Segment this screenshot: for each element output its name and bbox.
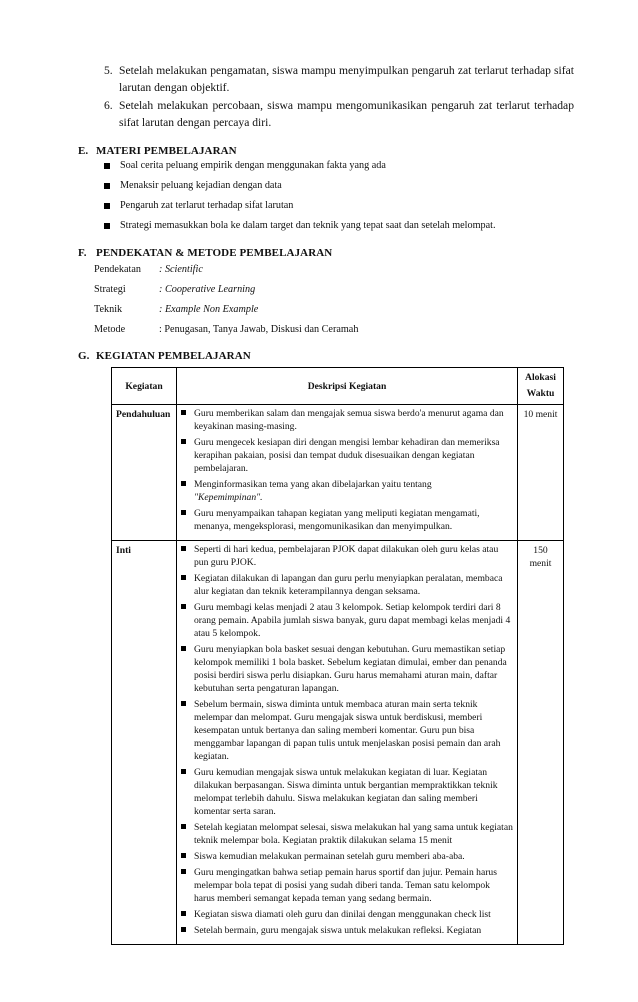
list-item: Guru mengecek kesiapan diri dengan mengisi lembar kehadiran dan memeriksa kerapihan pakaian, posisi dan tempat duduk disesuaikan dengan kegiatan pembelajaran. (181, 436, 513, 475)
list-item: Guru menyampaikan tahapan kegiatan yang meliputi kegiatan mengamati, menanya, mengeksplorasi, mengomunikasikan dan menyimpulkan. (181, 507, 513, 533)
table-row (112, 405, 564, 541)
section-title: KEGIATAN PEMBELAJARAN (96, 350, 251, 362)
phase-label: Pendahuluan (112, 405, 177, 541)
square-bullet-icon (104, 163, 110, 169)
method-row: Metode : Penugasan, Tanya Jawab, Diskusi dan Ceramah (94, 324, 359, 335)
tujuan-number: 5. (104, 64, 113, 77)
tujuan-number: 6. (104, 99, 113, 112)
tujuan-item (104, 97, 574, 131)
square-bullet-icon (104, 223, 110, 229)
header-deskripsi: Deskripsi Kegiatan (177, 368, 518, 405)
square-bullet-icon (181, 510, 186, 515)
square-bullet-icon (181, 769, 186, 774)
square-bullet-icon (181, 646, 186, 651)
phase-description (177, 405, 518, 541)
square-bullet-icon (181, 911, 186, 916)
tujuan-list (104, 62, 574, 132)
list-item: Setelah kegiatan melompat selesai, siswa melakukan hal yang sama untuk kegiatan teknik melempar bola. Kegiatan praktik dilakukan selama 15 menit (181, 821, 513, 847)
list-item: Strategi memasukkan bola ke dalam target dan teknik yang tepat saat dan setelah melompat. (104, 220, 574, 240)
list-item: Guru mengingatkan bahwa setiap pemain harus sportif dan jujur. Pemain harus melempar bola tepat di posisi yang sudah diberi tanda. Teman satu kelompok harus memberi semangat kepada teman yang sedang bermain. (181, 866, 513, 905)
square-bullet-icon (181, 481, 186, 486)
list-item: Setelah bermain, guru mengajak siswa untuk melakukan refleksi. Kegiatan (181, 924, 513, 937)
square-bullet-icon (181, 575, 186, 580)
section-title: MATERI PEMBELAJARAN (96, 145, 237, 157)
list-item: Guru menyiapkan bola basket sesuai dengan kebutuhan. Guru memastikan setiap kelompok memiliki 1 bola basket. Sebelum kegiatan dimulai, ember dan penanda posisi berdiri siswa perlu disiapkan. Guru harus memahami aturan main, daftar kebutuhan serta pengaturan lapangan. (181, 643, 513, 695)
phase-duration: 150 menit (518, 541, 564, 945)
section-e-heading (78, 145, 237, 157)
section-g-heading (78, 350, 251, 362)
section-letter: G. (78, 350, 90, 362)
section-letter: E. (78, 145, 89, 157)
square-bullet-icon (104, 183, 110, 189)
list-item: Sebelum bermain, siswa diminta untuk membaca aturan main serta teknik melempar dan melompat. Guru mengajak siswa untuk berdiskusi, memberi kesempatan untuk bertanya dan saling memberi komentar. Guru pun bisa menggambar lapangan di papan tulis untuk menjelaskan posisi pemain dan arah kegiatan. (181, 698, 513, 763)
section-title: PENDEKATAN & METODE PEMBELAJARAN (96, 247, 333, 259)
section-f-heading (78, 247, 332, 259)
tujuan-item (104, 62, 574, 96)
list-item: Menginformasikan tema yang akan dibelajarkan yaitu tentang "Kepemimpinan". (181, 478, 513, 504)
square-bullet-icon (181, 439, 186, 444)
section-letter: F. (78, 247, 87, 259)
square-bullet-icon (104, 203, 110, 209)
list-item: Menaksir peluang kejadian dengan data (104, 180, 574, 200)
method-row: Pendekatan : Scientific (94, 264, 203, 275)
square-bullet-icon (181, 546, 186, 551)
table-row (112, 541, 564, 945)
list-item: Pengaruh zat terlarut terhadap sifat larutan (104, 200, 574, 220)
phase-duration: 10 menit (518, 405, 564, 541)
header-kegiatan: Kegiatan (112, 368, 177, 405)
square-bullet-icon (181, 869, 186, 874)
kegiatan-table (111, 367, 564, 945)
phase-description (177, 541, 518, 945)
square-bullet-icon (181, 824, 186, 829)
phase-label: Inti (112, 541, 177, 945)
square-bullet-icon (181, 701, 186, 706)
square-bullet-icon (181, 604, 186, 609)
list-item: Guru membagi kelas menjadi 2 atau 3 kelompok. Setiap kelompok terdiri dari 8 orang pemain. Apabila jumlah siswa banyak, guru dapat membagi kelas menjadi 4 atau 5 kelompok. (181, 601, 513, 640)
tema-quote: "Kepemimpinan". (194, 492, 263, 503)
list-item: Siswa kemudian melakukan permainan setelah guru memberi aba-aba. (181, 850, 513, 863)
materi-list (104, 160, 574, 240)
method-row: Teknik : Example Non Example (94, 304, 259, 315)
square-bullet-icon (181, 927, 186, 932)
list-item: Soal cerita peluang empirik dengan menggunakan fakta yang ada (104, 160, 574, 180)
square-bullet-icon (181, 853, 186, 858)
list-item: Kegiatan siswa diamati oleh guru dan dinilai dengan menggunakan check list (181, 908, 513, 921)
list-item: Seperti di hari kedua, pembelajaran PJOK dapat dilakukan oleh guru kelas atau pun guru PJOK. (181, 543, 513, 569)
square-bullet-icon (181, 410, 186, 415)
method-row: Strategi : Cooperative Learning (94, 284, 256, 295)
tujuan-text: Setelah melakukan percobaan, siswa mampu mengomunikasikan pengaruh zat terlarut terhadap sifat larutan dengan percaya diri. (119, 99, 574, 129)
list-item: Kegiatan dilakukan di lapangan dan guru perlu menyiapkan peralatan, membaca alur kegiatan dan teknik keterampilannya dengan seksama. (181, 572, 513, 598)
list-item: Guru memberikan salam dan mengajak semua siswa berdo'a menurut agama dan keyakinan masing-masing. (181, 407, 513, 433)
method-table (94, 264, 358, 344)
header-alokasi: Alokasi Waktu (518, 368, 564, 405)
list-item: Guru kemudian mengajak siswa untuk melakukan kegiatan di luar. Kegiatan dilakukan berpasangan. Siswa diminta untuk bergantian mempraktikkan teknik melompat terlebih dahulu. Siswa melakukan kegiatan dan saling memberi komentar serta saran. (181, 766, 513, 818)
tujuan-text: Setelah melakukan pengamatan, siswa mampu menyimpulkan pengaruh zat terlarut terhadap sifat larutan dengan objektif. (119, 64, 574, 94)
table-header-row (112, 368, 564, 405)
